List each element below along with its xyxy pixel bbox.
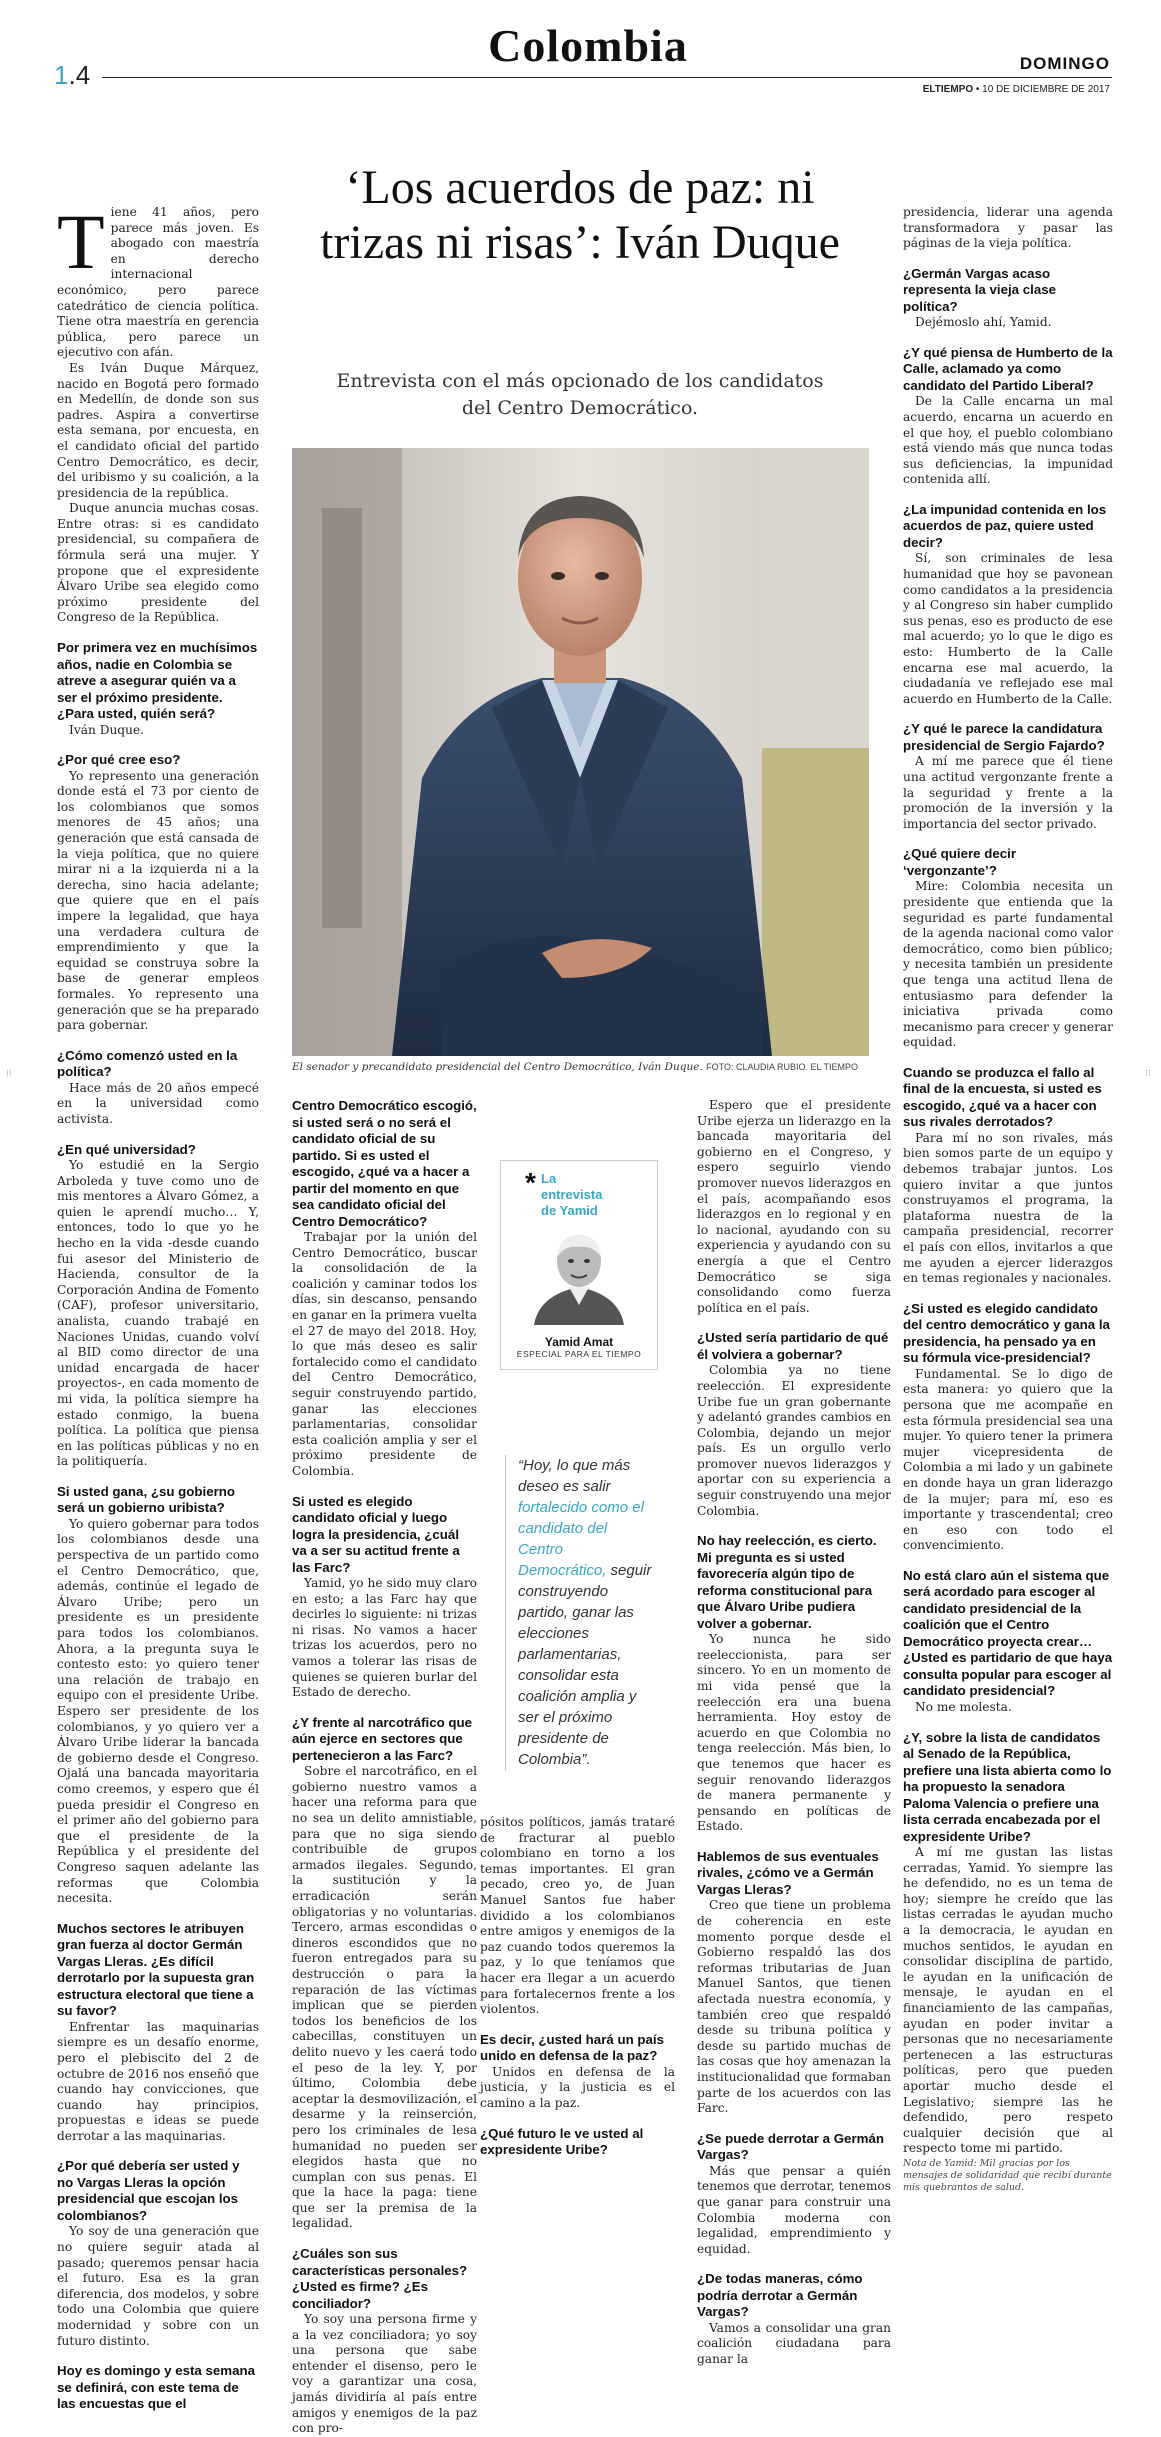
interview-answer: Yo nunca he sido reeleccionista, para ser sincero. Yo en un momento de mi vida pensé que la reelección era una buena herramienta. Hoy estoy de acuerdo en que Colombia no tenga reelección. Más bien, lo que tenemos que hacer es seguir renovando liderazgos de manera permanente y pensando en políticas de Estado. (697, 1632, 891, 1834)
sidebox-heading (511, 1167, 647, 1219)
interview-answer: Trabajar por la unión del Centro Democrático, buscar la consolidación de la coalición y caminar todos los días, sin descanso, pensando en ganar en la primera vuelta el 27 de mayo del 2018. Hoy, lo que más deseo es salir fortalecido como el candidato del Centro Democrático, seguir construyendo partido, ganar las elecciones parlamentarias, consolidar esta coalición amplia y ser el próximo presidente de Colombia. (292, 1230, 477, 1478)
interview-question: Hoy es domingo y esta semana se definirá, con este tema de las encuestas que el (57, 2363, 256, 2412)
page-number: 1.4 (54, 60, 91, 90)
lead-paragraph (57, 198, 259, 361)
interview-question: Cuando se produzca el fallo al final de la encuesta, si usted es escogido, ¿qué va a hacer con sus rivales derrotados? (903, 1064, 1102, 1130)
interview-answer: Colombia ya no tiene reelección. El expresidente Uribe fue un gran gobernante y adelantó grandes cambios en Colombia, dejando un mejor país. Es un orgullo verlo promover nuevos liderazgos y aportar con su experiencia a seguir construyendo una mejor Colombia. (697, 1363, 891, 1518)
header-rule (102, 77, 1112, 78)
asterisk-icon: * (525, 1167, 536, 1198)
interview-answer: Creo que tiene un problema de coherencia en este momento porque desde el Gobierno respaldó las dos reformas tributarias de Juan Manuel Santos, que tienen afectada nuestra economía, y también creo que respaldó desde su tribuna política y desde su partido muchas de las cosas que hoy amenazan la institucionalidad que formaban parte de los acuerdos con las Farc. (697, 1898, 891, 2116)
interview-answer: Iván Duque. (69, 722, 145, 737)
author-portrait (519, 1225, 639, 1325)
interview-answer: presidencia, liderar una agenda transformadora y pasar las páginas de la vieja política. (903, 205, 1113, 251)
interview-question: ¿Usted sería partidario de qué él volviera a gobernar? (697, 1330, 889, 1362)
interview-question: Por primera vez en muchísimos años, nadie en Colombia se atreve a asegurar quién va a ser el próximo presidente. ¿Para usted, quién será? (57, 640, 258, 722)
interview-answer: Dejémoslo ahí, Yamid. (915, 315, 1052, 330)
edge-mark-left: ⁝⁝ (6, 1068, 12, 1078)
interview-question: ¿Por qué debería ser usted y no Vargas Lleras la opción presidencial que escojan los colombianos? (57, 2158, 240, 2223)
interview-question: No está claro aún el sistema que será acordado para escoger al candidato presidencial de la coalición que el Centro Democrático proyecta crear… ¿Usted es partidario de que haya consulta popular para escoger al candidato presidencial? (903, 1567, 1113, 1699)
lead-text: iene 41 años, pero parece más joven. Es abogado con maestría en derecho internacional económico, pero parece catedrático de ciencia política. Tiene otra maestría en gerencia pública, pero parece un ejecutivo con afán. (57, 205, 259, 360)
author-role: ESPECIAL PARA EL TIEMPO (516, 1349, 642, 1359)
interview-question: ¿Y qué le parece la candidatura presidencial de Sergio Fajardo? (903, 721, 1105, 753)
interview-answer: Yamid, yo he sido muy claro en esto; a las Farc hay que decirles lo siguiente: ni trizas ni risas. No vamos a hacer trizas los acuerdos, pero no vamos a tolerar las risas de quienes se quieren burlar del Estado de derecho. (292, 1576, 477, 1700)
interview-answer: De la Calle encarna un mal acuerdo, encarna un acuerdo en el que hoy, el pueblo colombiano está viendo más que nunca todas sus deficiencias, la impunidad contenida allí. (903, 394, 1113, 487)
interview-question: ¿Y, sobre la lista de candidatos al Senado de la República, prefiere una lista abierta como lo ha propuesto la senadora Paloma Valencia o prefiere una lista cerrada encabezada por el expresidente Uribe? (903, 1729, 1112, 1844)
weekday: DOMINGO (1019, 54, 1110, 73)
interview-answer: Duque anuncia muchas cosas. Entre otras: si es candidato presidencial, su compañera de fórmula será una mujer. Y propone que el expresidente Álvaro Uribe sea elegido como próximo presidente del Congreso de la República. (57, 501, 259, 625)
edge-mark-right: ⁝⁝ (1145, 1068, 1151, 1078)
interview-answer: Yo soy una persona firme y a la vez conciliadora; yo soy una persona que sabe entender el disenso, pero le voy a garantizar una cosa, jamás dividiría al país entre amigos y enemigos de la paz con pro- (292, 2312, 477, 2436)
page-section: 1 (54, 60, 69, 90)
interview-question: ¿Y qué piensa de Humberto de la Calle, aclamado ya como candidato del Partido Liberal? (903, 344, 1113, 393)
interview-question: ¿Germán Vargas acaso representa la vieja clase política? (903, 265, 1057, 314)
interview-question: Si usted es elegido candidato oficial y luego logra la presidencia, ¿cuál va a ser su actitud frente a las Farc? (292, 1493, 460, 1575)
interview-question: ¿Por qué cree eso? (57, 752, 181, 768)
interview-answer: Yo soy de una generación que no quiere seguir atada al pasado; queremos pensar hacia el futuro. Esa es la gran diferencia, dos modelos, y sobre todo una Colombia que quiere modernidad y sobre con un futuro distinto. (57, 2224, 259, 2348)
interview-answer: Para mí no son rivales, más bien somos parte de un equipo y debemos trabajar juntos. Los quiero invitar a que juntos construyamos el programa, la plataforma nuestra de la campaña presidencial, recorrer el país con ellos, invitarlos a que me ayuden a ejercer liderazgos en temas regionales y nacionales. (903, 1130, 1113, 1286)
section-title: Colombia (488, 20, 688, 71)
interview-question: Muchos sectores le atribuyen gran fuerza al doctor Germán Vargas Lleras. ¿Es difícil derrotarlo por la supuesta gran estructura electoral que tiene a su favor? (57, 1920, 255, 2019)
column-2 (292, 1098, 477, 2437)
interview-question: ¿Si usted es elegido candidato del centro democrático y gana la presidencia, ha pensado ya en su fórmula vice-presidencial? (903, 1300, 1110, 1366)
interview-answer: Vamos a consolidar una gran coalición ciudadana para ganar la (697, 2320, 891, 2367)
interview-question: ¿Cuáles son sus características personales? ¿Usted es firme? ¿Es conciliador? (292, 2246, 468, 2311)
interview-answer: Enfrentar las maquinarias siempre es un desafío enorme, pero el plebiscito del 2 de octubre de 2016 nos enseñó que cuando hay convicciones, que cuando hay principios, propuestas e ideas se puede derrotar a las maquinarias. (57, 2019, 259, 2143)
interview-answer: Más que pensar a quién tenemos que derrotar, tenemos que ganar para construir una Colombia moderna con legalidad, emprendimiento y equidad. (697, 2163, 891, 2256)
portrait-illustration (292, 448, 869, 1056)
photo-credit: FOTO: CLAUDIA RUBIO. EL TIEMPO (706, 1062, 858, 1072)
interview-answer: A mí me parece que él tiene una actitud vergonzante frente a la seguridad y frente a la promoción de la inversión y la importancia del sector privado. (903, 754, 1113, 831)
interview-sidebox (500, 1160, 658, 1370)
interview-question: Centro Democrático escogió, si usted será o no será el candidato oficial de su partido. Si es usted el escogido, ¿qué va a hacer a partir del momento en que sea candidato oficial del Centro Democrático? (292, 1098, 477, 1229)
headline: ‘Los acuerdos de paz: ni trizas ni risas’: Iván Duque (320, 161, 840, 269)
dateline (850, 84, 1110, 96)
interview-question: ¿Se puede derrotar a Germán Vargas? (697, 2130, 884, 2163)
interview-answer: Mire: Colombia necesita un presidente que entienda que la seguridad es parte fundamental de la agenda nacional como valor democrático, como bien público; y necesita también un presidente que tenga una actitud llena de entusiasmo para defender la iniciativa privada como mecanismo para crecer y generar equidad. (903, 879, 1113, 1050)
interview-answer: Espero que el presidente Uribe ejerza un liderazgo en la bancada mayoritaria del gobierno en el Congreso, y espero seguirlo viendo promover nuevos liderazgos en el país, acompañando esos liderazgos en lo regional y en lo nacional, ayudando con su experiencia y ayudando con su energía a que el Centro Democrático se siga consolidando como fuerza política en el país. (697, 1098, 891, 1315)
interview-answer: Fundamental. Se lo digo de esta manera: yo quiero que la persona que me acompañe en esta fórmula presidencial sea una mujer. Yo quiero tener la primera mujer vicepresidenta de Colombia a mi lado y un gabinete en donde haya un gran liderazgo de la mujer; para mí, eso es importante y trascendental; creo en eso con todo el convencimiento. (903, 1366, 1113, 1553)
interview-answer: Sí, son criminales de lesa humanidad que hoy se pavonean como candidatos a la presidencia y al Congreso sin haber cumplido sus penas, eso es producto de ese mal acuerdo; yo lo que le digo es esto: Humberto de la Calle encarna ese mal acuerdo, la ciudadanía ve reflejado ese mal acuerdo en Humberto de la Calle. (903, 551, 1113, 706)
sidebox-label: La entrevista de Yamid (541, 1171, 603, 1218)
pullquote-after: seguir construyendo partido, ganar las elecciones parlamentarias, consolidar esta coalición amplia y ser el próximo presidente de Colombia”. (518, 1562, 652, 1768)
photo-caption (292, 1060, 869, 1074)
author-note: Nota de Yamid: Mil gracias por los mensajes de solidaridad que recibí durante mis quebrantos de salud. (903, 2158, 1112, 2193)
interview-answer: pósitos políticos, jamás trataré de fracturar al pueblo colombiano en torno a los temas importantes. El gran pecado, creo yo, de Juan Manuel Santos fue haber dividido a los colombianos entre amigos y enemigos de la paz cuando todos queremos la paz, y lo que teníamos que hacer era llegar a un acuerdo para fortalecernos frente a los violentos. (480, 1815, 675, 2017)
drop-cap: T (57, 198, 105, 285)
interview-answer: Hace más de 20 años empecé en la universidad como activista. (57, 1080, 259, 1126)
pullquote-highlight: fortalecido como el candidato del Centro Democrático, (518, 1499, 644, 1579)
interview-question: ¿Qué futuro le ve usted al expresidente Uribe? (480, 2125, 644, 2157)
interview-question: ¿De todas maneras, cómo podría derrotar a Germán Vargas? (697, 2271, 863, 2320)
column-2b (480, 1815, 675, 2159)
pull-quote (505, 1455, 655, 1770)
author-name: Yamid Amat (544, 1335, 614, 1349)
interview-question: ¿Y frente al narcotráfico que aún ejerce en sectores que pertenecieron a las Farc? (292, 1714, 473, 1763)
interview-question: ¿La impunidad contenida en los acuerdos de paz, quiere usted decir? (903, 501, 1107, 550)
interview-question: Si usted gana, ¿su gobierno será un gobierno uribista? (57, 1483, 236, 1516)
interview-answer: A mí me gustan las listas cerradas, Yamid. Yo siempre las he defendido, no es un tema de hoy; siempre he creído que las listas cerradas le ayudan mucho a la democracia, le ayudan en muchos sentidos, le ayudan en consolidar disciplina de partido, le ayudan en la unificación de mensaje, le ayudan en el financiamiento de las campañas, ayudan en poder invitar a personas que no necesariamente pertenecen a las estructuras políticas, pero que pueden aportar mucho desde el Legislativo; siempre las he defendido, pero respeto cualquier decisión que al respecto tome mi partido. (903, 1845, 1113, 2156)
deck: Entrevista con el más opcionado de los candidatos del Centro Democrático. (336, 370, 824, 419)
interview-answer: Unidos en defensa de la justicia, y la justicia es el camino a la paz. (480, 2064, 675, 2110)
interview-answer: Yo estudié en la Sergio Arboleda y tuve como uno de mis mentores a Álvaro Gómez, a quien le aprendí mucho… Y, entonces, todo lo que yo he hecho en la vida -desde cuando fui asesor del Ministerio de Hacienda, consultor de la Corporación Andina de Fomento (CAF), profesor universitario, analista, cuando trabajé en Naciones Unidas, cuando volví al BID como director de una unidad encargada de hacer proyectos-, en cada momento de mi vida, la política siempre ha estado conmigo, la buena política. La política que piensa en las políticas públicas y no en la politiquería. (57, 1158, 259, 1469)
page-num: 4 (75, 60, 91, 90)
interview-question: No hay reelección, es cierto. Mi pregunta es si usted favorecería algún tipo de reforma constitucional para que Álvaro Uribe pudiera volver a gobernar. (697, 1533, 877, 1631)
interview-answer: No me molesta. (915, 1699, 1012, 1714)
interview-question: ¿Qué quiere decir ‘vergonzante’? (903, 846, 1017, 878)
interview-question: ¿Cómo comenzó usted en la política? (57, 1047, 238, 1080)
column-4 (903, 205, 1113, 2157)
caption-text: El senador y precandidato presidencial del Centro Democrático, Iván Duque. (292, 1061, 703, 1073)
interview-question: ¿En qué universidad? (57, 1141, 196, 1157)
interview-answer: Yo represento una generación donde está el 73 por ciento de los colombianos que somos menores de 45 años; una generación que está cansada de la vieja política, que no quiere mirar ni a la izquierda ni a la derecha, sino hacia adelante; que quiere que en el país impere la legalidad, que haya una verdadera cultura de emprendimiento y que la equidad se construya sobre la base de generar empleos formales. Yo represento una generación que se ha preparado para gobernar. (57, 768, 259, 1033)
interview-answer: Es Iván Duque Márquez, nacido en Bogotá pero formado en Medellín, de donde son sus padres. Aspira a convertirse esta semana, por encuesta, en el candidato oficial del partido Centro Democrático, es decir, del uribismo y su coalición, a la presidencia de la república. (57, 360, 259, 500)
portrait-photo (292, 448, 869, 1056)
interview-answer: Yo quiero gobernar para todos los colombianos desde una perspectiva de un partido como el Centro Democrático, que, además, continúe el legado de Álvaro Uribe; pero un presidente es un presidente para todos los colombianos. Ahora, a la pregunta suya le contesto esto: yo quiero tener una relación de trabajo en equipo con el presidente Uribe. Espero ser presidente de los colombianos, y yo quiero ver a Álvaro Uribe liderar la bancada de gobierno desde el Congreso. Ojalá una bancada mayoritaria como creemos, y espero que él pueda presidir el Congreso en el primer año del gobierno para que el presidente de la República y el presidente del Congreso saquen adelante las reformas que Colombia necesita. (57, 1516, 259, 1906)
pullquote-before: “Hoy, lo que más deseo es salir (518, 1457, 631, 1495)
column-3 (697, 1098, 891, 2368)
issue-date: • 10 DE DICIEMBRE DE 2017 (975, 84, 1110, 95)
column-1 (57, 198, 259, 2413)
interview-question: Hablemos de sus eventuales rivales, ¿cómo ve a Germán Vargas Lleras? (697, 1848, 879, 1897)
interview-answer: Sobre el narcotráfico, en el gobierno nuestro vamos a hacer una reforma para que no sea un delito amnistiable, para que no siga siendo contribuible de grupos armados ilegales. Segundo, la sustitución y la erradicación serán obligatorias y no voluntarias. Tercero, armas escondidas o dineros escondidos que no fueron entregados para su destrucción o para la reparación de las víctimas implican que se pierden todos los beneficios de los cabecillas, constituyen un delito nuevo y les caerá todo el peso de la ley. Y, por último, Colombia debe aceptar la desmovilización, el desarme y la reinserción, pero los criminales de lesa humanidad no pueden ser elegidos hasta que no cumplan con sus penas. El que la hace la paga: tiene que ser la premisa de la legalidad. (292, 1764, 477, 2231)
paper-name: ELTIEMPO (922, 84, 974, 95)
interview-question: Es decir, ¿usted hará un país unido en defensa de la paz? (480, 2031, 665, 2064)
